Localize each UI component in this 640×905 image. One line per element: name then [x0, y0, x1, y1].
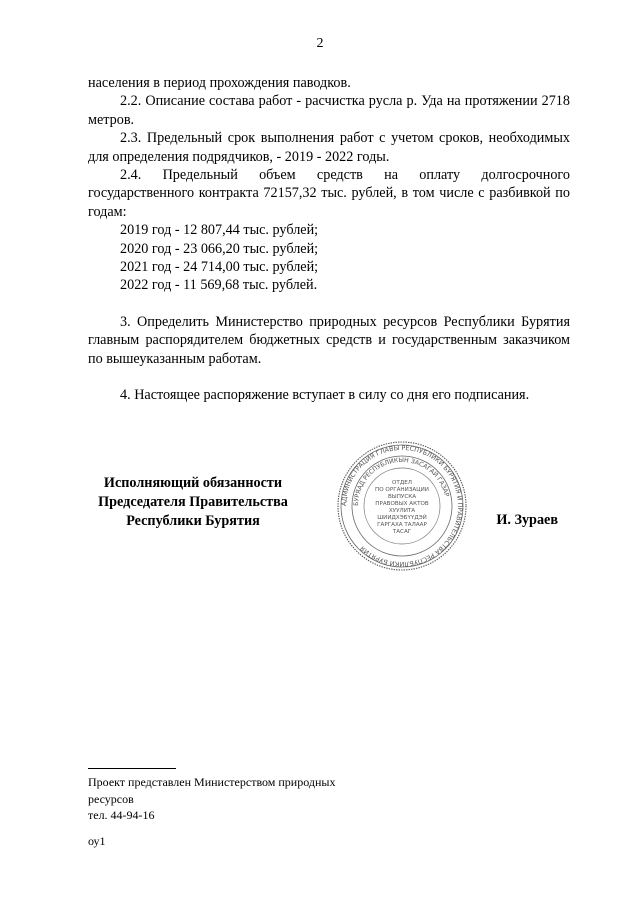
paragraph-2-2: 2.2. Описание состава работ - расчистка русла р. Уда на протяжении 2718 метров.	[88, 93, 570, 128]
year-amount-2022: 2022 год - 11 569,68 тыс. рублей.	[120, 277, 318, 294]
page-number: 2	[316, 36, 324, 51]
paragraph-continuation: населения в период прохождения паводков.	[88, 75, 351, 91]
document-code: оу1	[88, 834, 106, 848]
footnote-line: ресурсов	[88, 791, 134, 806]
paragraph-4: 4. Настоящее распоряжение вступает в силу со дня его подписания.	[120, 387, 530, 404]
year-amount-2019: 2019 год - 12 807,44 тыс. рублей;	[120, 222, 319, 239]
document-body	[88, 74, 570, 405]
year-amount-2020: 2020 год - 23 066,20 тыс. рублей;	[120, 240, 319, 257]
signature-title-line: Исполняющий обязанности	[103, 475, 283, 491]
signatory-name: И. Зураев	[496, 512, 558, 528]
seal-inner-ring-text: БУРЯАД РЕСПУБЛИКЫН ЗАСАГАЙ ГАЗАР	[352, 456, 450, 507]
paragraph-3: 3. Определить Министерство природных ресурсов Республики Бурятия главным распорядителем бюджетных средств и государственным заказчиком по вышеуказанным работам.	[88, 313, 570, 367]
seal-center-line: ОТДЕЛ	[392, 480, 412, 486]
footnote-line: тел. 44-94-16	[88, 808, 155, 823]
footnote-divider	[88, 768, 176, 769]
signature-title-line: Председателя Правительства	[98, 494, 288, 510]
seal-outer-ring-text: АДМИНИСТРАЦИЯ ГЛАВЫ РЕСПУБЛИКИ БУРЯТИЯ И ПРАВИТЕЛЬСТВА РЕСПУБЛИКИ БУРЯТИЯ	[339, 443, 465, 569]
seal-center-line: ВЫПУСКА	[387, 494, 417, 500]
signature-title	[76, 474, 310, 531]
paragraph-2-4: 2.4. Предельный объем средств на оплату долгосрочного государственного контракта 72157,32 тыс. рублей, в том числе с разбивкой по годам:	[88, 167, 570, 220]
seal-center-line: ХУУЛИТА	[388, 508, 416, 514]
signature-title-line: Республики Бурятия	[126, 513, 260, 529]
seal-center-line: ТАСАГ	[392, 529, 412, 535]
year-amount-2021: 2021 год - 24 714,00 тыс. рублей;	[120, 259, 319, 276]
seal-center-line: ШИИДХЭБҮҮДЭЙ	[377, 515, 427, 521]
footnote	[88, 774, 388, 824]
footnote-line: Проект представлен Министерством природных	[88, 775, 336, 789]
seal-center-line: ГАРГАХА ТАЛААР	[377, 522, 427, 528]
paragraph-2-3: 2.3. Предельный срок выполнения работ с учетом сроков, необходимых для определения подрядчиков, - 2019 - 2022 годы.	[88, 130, 570, 165]
seal-center-line: ПРАВОВЫХ АКТОВ	[375, 501, 429, 507]
official-seal-stamp	[336, 440, 468, 572]
seal-center-line: ПО ОРГАНИЗАЦИИ	[375, 487, 429, 493]
